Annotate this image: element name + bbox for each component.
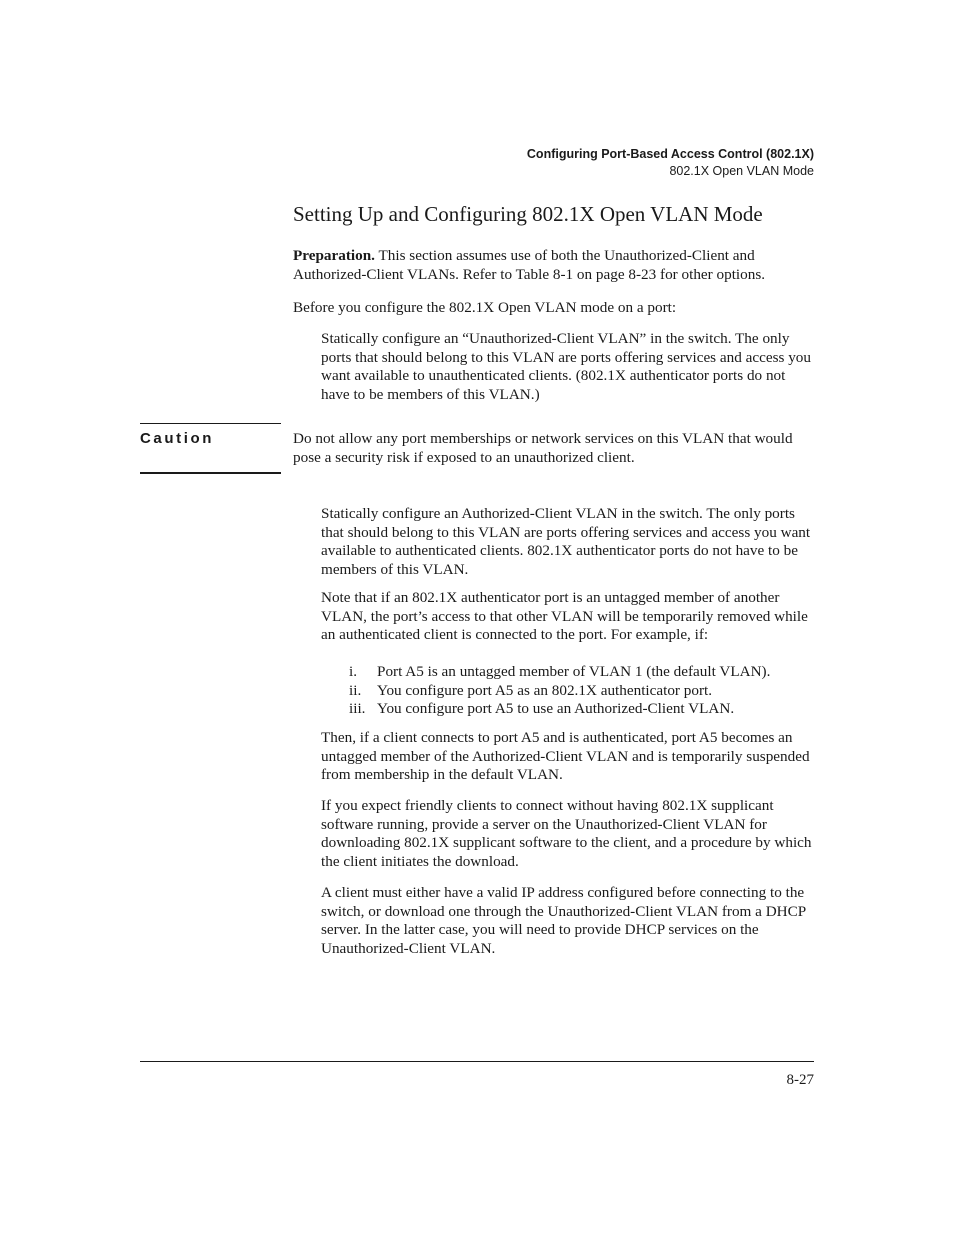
list-item (349, 682, 819, 701)
running-header-title: Configuring Port-Based Access Control (802.1X) (526, 147, 814, 161)
caution-top-rule (140, 423, 281, 424)
unauthorized-vlan-step: Statically configure an “Unauthorized-Client VLAN” in the switch. The only ports that should belong to this VLAN are ports offering services and access you want available to unauthenticated clients. (802.1X authenticator ports do not have to be members of this VLAN.) (321, 330, 811, 404)
caution-text: Do not allow any port memberships or network services on this VLAN that would pose a security risk if exposed to an unauthorized client. (293, 430, 793, 466)
list-item-number: iii. (349, 700, 366, 717)
footer-rule (140, 1061, 814, 1062)
before-configure-paragraph: Before you configure the 802.1X Open VLAN mode on a port: (293, 299, 677, 316)
page-number: 8-27 (786, 1072, 814, 1088)
untagged-note-paragraph: Note that if an 802.1X authenticator port is an untagged member of another VLAN, the port’s access to that other VLAN will be temporarily removed while an authenticated client is connected to the port. For example, if: (321, 589, 808, 644)
list-item-text: Port A5 is an untagged member of VLAN 1 (the default VLAN). (377, 663, 771, 680)
list-item-number: ii. (349, 682, 362, 699)
authorized-vlan-step: Statically configure an Authorized-Client VLAN in the switch. The only ports that should belong to this VLAN are ports offering services and access you want available to authenticated clients. 802.1X authenticator ports do not have to be members of this VLAN. (321, 505, 811, 579)
client-ip-paragraph: A client must either have a valid IP address configured before connecting to the switch, or download one through the Unauthorized-Client VLAN from a DHCP server. In the latter case, you will need to provide DHCP services on the Unauthorized-Client VLAN. (321, 884, 806, 958)
list-item-text: You configure port A5 as an 802.1X authenticator port. (377, 682, 713, 699)
preparation-label: Preparation. (293, 247, 375, 264)
section-title: Setting Up and Configuring 802.1X Open VLAN Mode (293, 202, 763, 226)
preparation-paragraph (293, 247, 823, 284)
preparation-text: This section assumes use of both the Unauthorized-Client and Authorized-Client VLANs. Refer to Table 8-1 on page 8-23 for other options. (293, 247, 766, 283)
list-item (349, 663, 819, 682)
caution-bottom-rule (140, 472, 281, 474)
list-item (349, 700, 819, 719)
list-item-number: i. (349, 663, 358, 680)
list-item-text: You configure port A5 to use an Authorized-Client VLAN. (377, 700, 735, 717)
running-header-subtitle: 802.1X Open VLAN Mode (669, 164, 814, 178)
friendly-clients-paragraph: If you expect friendly clients to connect without having 802.1X supplicant software running, provide a server on the Unauthorized-Client VLAN for downloading 802.1X supplicant software to the client, and a procedure by which the client initiates the download. (321, 797, 812, 871)
caution-label: Caution (140, 430, 215, 447)
then-paragraph: Then, if a client connects to port A5 and is authenticated, port A5 becomes an untagged member of the Authorized-Client VLAN and is temporarily suspended from membership in the default VLAN. (321, 729, 810, 784)
